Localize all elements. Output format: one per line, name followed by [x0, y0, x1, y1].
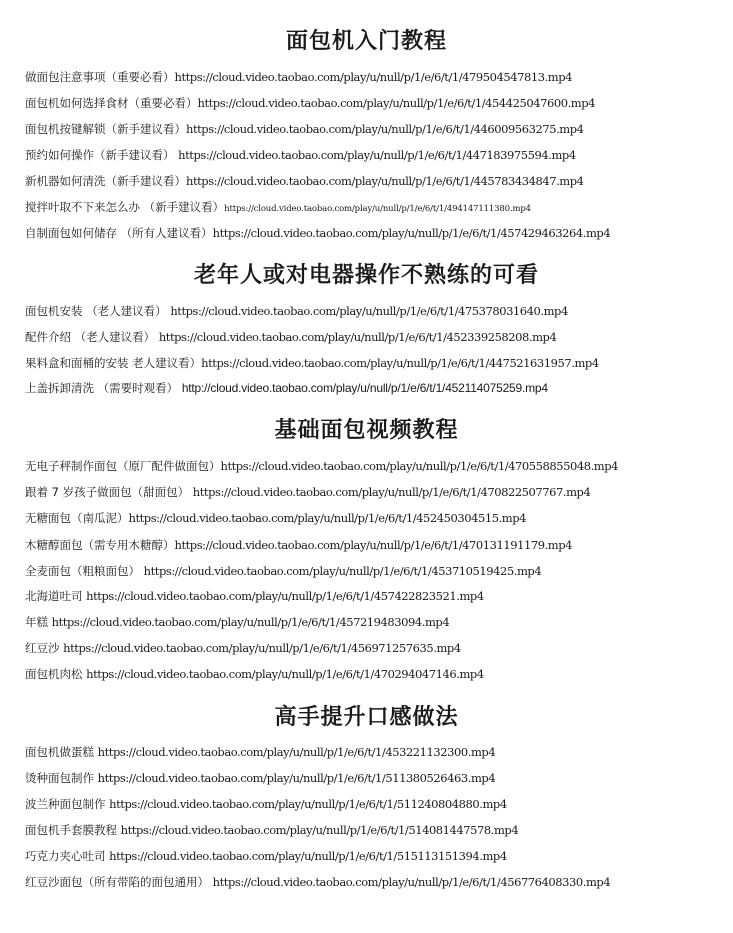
item-label: 新机器如何清洗（新手建议看） — [25, 174, 186, 188]
list-item — [25, 615, 449, 629]
list-item — [25, 485, 590, 499]
video-link[interactable]: https://cloud.video.taobao.com/play/u/null/p/1/e/6/t/1/457422823521.mp4 — [86, 589, 484, 603]
list-item — [25, 200, 531, 216]
video-link[interactable]: https://cloud.video.taobao.com/play/u/null/p/1/e/6/t/1/479504547813.mp4 — [174, 70, 573, 84]
list-item — [25, 122, 584, 136]
item-label: 自制面包如何储存 （所有人建议看） — [25, 226, 213, 240]
video-link[interactable]: https://cloud.video.taobao.com/play/u/null/p/1/e/6/t/1/452450304515.mp4 — [128, 511, 527, 525]
item-label: 跟着 7 岁孩子做面包（甜面包） — [25, 485, 193, 499]
item-label: 无糖面包（南瓜泥） — [25, 511, 129, 525]
item-label: 红豆沙 — [25, 641, 64, 655]
list-item — [25, 641, 461, 655]
item-label: 上盖拆卸清洗 （需要时观看） — [25, 381, 182, 395]
video-link[interactable]: https://cloud.video.taobao.com/play/u/null/p/1/e/6/t/1/445783434847.mp4 — [186, 174, 584, 188]
item-label: 木糖醇面包（需专用木糖醇） — [25, 538, 175, 552]
item-label: 预约如何操作（新手建议看） — [25, 148, 179, 162]
list-item — [25, 330, 556, 344]
list-item — [25, 511, 526, 525]
video-link[interactable]: https://cloud.video.taobao.com/play/u/null/p/1/e/6/t/1/452339258208.mp4 — [158, 330, 557, 344]
video-link[interactable]: https://cloud.video.taobao.com/play/u/null/p/1/e/6/t/1/511380526463.mp4 — [97, 771, 496, 785]
list-item — [25, 849, 507, 863]
list-item — [25, 823, 518, 837]
item-label: 面包机如何选择食材（重要必看） — [25, 96, 198, 110]
section-title-beginner: 面包机入门教程 — [285, 29, 447, 54]
item-label: 面包机按键解锁（新手建议看） — [25, 122, 186, 136]
video-link[interactable]: https://cloud.video.taobao.com/play/u/null/p/1/e/6/t/1/511240804880.mp4 — [109, 797, 507, 811]
section-title-advanced: 高手提升口感做法 — [274, 705, 459, 730]
list-item — [25, 304, 568, 318]
list-item — [25, 356, 599, 370]
video-link[interactable]: https://cloud.video.taobao.com/play/u/null/p/1/e/6/t/1/470822507767.mp4 — [192, 485, 591, 499]
list-item — [25, 745, 495, 759]
item-label: 面包机做蛋糕 — [25, 745, 98, 759]
item-label: 全麦面包（粗粮面包） — [25, 564, 144, 578]
item-label: 巧克力夹心吐司 — [25, 849, 110, 863]
item-label: 做面包注意事项（重要必看） — [25, 70, 175, 84]
list-item — [25, 70, 572, 84]
item-label: 烫种面包制作 — [25, 771, 98, 785]
list-item — [25, 459, 618, 473]
item-label: 果料盒和面桶的安装 老人建议看） — [25, 356, 202, 370]
video-link[interactable]: https://cloud.video.taobao.com/play/u/null/p/1/e/6/t/1/446009563275.mp4 — [186, 122, 584, 136]
list-item — [25, 564, 541, 578]
list-item — [25, 797, 507, 811]
list-item — [25, 771, 495, 785]
video-link[interactable]: https://cloud.video.taobao.com/play/u/null/p/1/e/6/t/1/470558855048.mp4 — [220, 459, 619, 473]
item-label: 红豆沙面包（所有带陷的面包通用） — [25, 875, 213, 889]
video-link[interactable]: https://cloud.video.taobao.com/play/u/null/p/1/e/6/t/1/456776408330.mp4 — [212, 875, 611, 889]
video-link[interactable]: https://cloud.video.taobao.com/play/u/null/p/1/e/6/t/1/457429463264.mp4 — [212, 226, 611, 240]
video-link[interactable]: http://cloud.video.taobao.com/play/u/null/p/1/e/6/t/1/452114075259.mp4 — [181, 381, 548, 395]
video-link[interactable]: https://cloud.video.taobao.com/play/u/null/p/1/e/6/t/1/475378031640.mp4 — [170, 304, 568, 318]
section-title-elderly: 老年人或对电器操作不熟练的可看 — [193, 263, 539, 288]
list-item — [25, 96, 595, 110]
list-item — [25, 226, 610, 240]
list-item — [25, 174, 584, 188]
video-link[interactable]: https://cloud.video.taobao.com/play/u/null/p/1/e/6/t/1/470131191179.mp4 — [174, 538, 573, 552]
item-label: 面包机安装 （老人建议看） — [25, 304, 171, 318]
video-link[interactable]: https://cloud.video.taobao.com/play/u/null/p/1/e/6/t/1/515113151394.mp4 — [109, 849, 507, 863]
item-label: 面包机手套膜教程 — [25, 823, 121, 837]
item-label: 搅拌叶取不下来怎么办 （新手建议看） — [25, 200, 225, 214]
list-item — [25, 589, 484, 603]
video-link[interactable]: https://cloud.video.taobao.com/play/u/null/p/1/e/6/t/1/447183975594.mp4 — [178, 148, 576, 162]
item-label: 面包机肉松 — [25, 667, 87, 681]
list-item — [25, 667, 484, 681]
video-link[interactable]: https://cloud.video.taobao.com/play/u/null/p/1/e/6/t/1/454425047600.mp4 — [197, 96, 596, 110]
list-item — [25, 381, 548, 395]
video-link[interactable]: https://cloud.video.taobao.com/play/u/null/p/1/e/6/t/1/453710519425.mp4 — [143, 564, 542, 578]
item-label: 配件介绍 （老人建议看） — [25, 330, 159, 344]
list-item — [25, 148, 576, 162]
list-item — [25, 875, 610, 889]
video-link[interactable]: https://cloud.video.taobao.com/play/u/null/p/1/e/6/t/1/470294047146.mp4 — [86, 667, 484, 681]
item-label: 波兰种面包制作 — [25, 797, 110, 811]
item-label: 年糕 — [25, 615, 52, 629]
video-link[interactable]: https://cloud.video.taobao.com/play/u/null/p/1/e/6/t/1/457219483094.mp4 — [51, 615, 450, 629]
item-label: 无电子秤制作面包（原厂配件做面包） — [25, 459, 221, 473]
list-item — [25, 538, 572, 552]
item-label: 北海道吐司 — [25, 589, 87, 603]
section-title-basic: 基础面包视频教程 — [274, 418, 459, 443]
video-link[interactable]: https://cloud.video.taobao.com/play/u/null/p/1/e/6/t/1/456971257635.mp4 — [63, 641, 461, 655]
video-link[interactable]: https://cloud.video.taobao.com/play/u/null/p/1/e/6/t/1/447521631957.mp4 — [201, 356, 599, 370]
video-link[interactable]: https://cloud.video.taobao.com/play/u/null/p/1/e/6/t/1/453221132300.mp4 — [97, 745, 496, 759]
video-link[interactable]: https://cloud.video.taobao.com/play/u/null/p/1/e/6/t/1/514081447578.mp4 — [120, 823, 519, 837]
video-link[interactable]: https://cloud.video.taobao.com/play/u/null/p/1/e/6/t/1/494147111380.mp4 — [224, 204, 531, 214]
